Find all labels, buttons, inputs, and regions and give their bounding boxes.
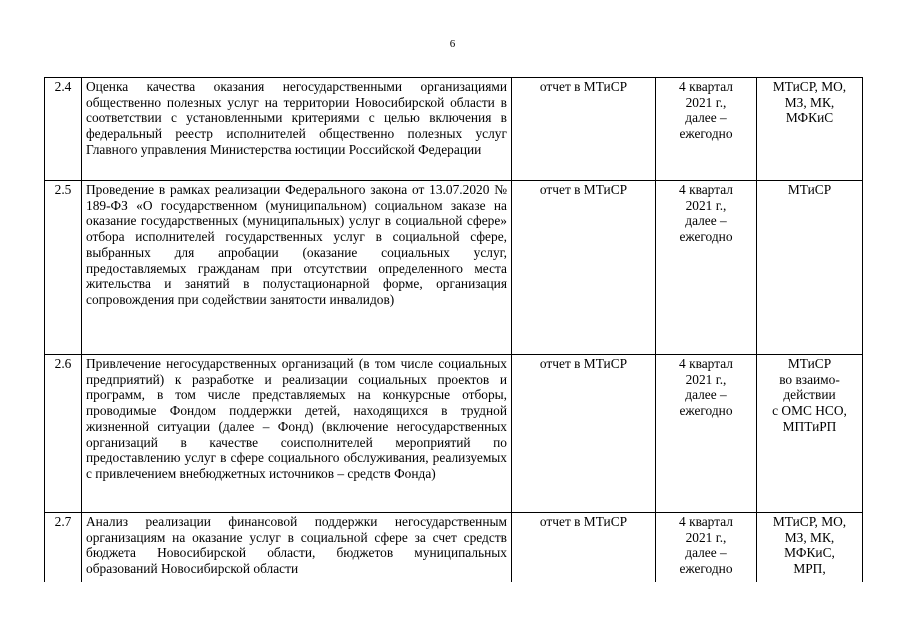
executor-line: МРП,: [793, 561, 826, 577]
row-description: Привлечение негосударственных организаций (в том числе социальных предприятий) к разработке и реализации социальных проектов и программ, в том числе представляемых на конкурсные отборы, проводимые Фондом поддержки детей, находящихся в трудной жизненной ситуации (далее – Фонд) (включение негосударственных организаций в качестве соисполнителей мероприятий по предоставлению услуг в сфере социального обслуживания, реализуемых с привлечением внебюджетных источников – средств Фонда): [82, 355, 512, 513]
row-term: [656, 513, 757, 582]
row-executors: [757, 78, 863, 181]
term-line: 2021 г.,: [685, 197, 727, 213]
row-term: [656, 181, 757, 355]
table-row: [45, 78, 863, 181]
term-line: 4 квартал: [679, 514, 733, 529]
term-line: далее –: [685, 110, 727, 126]
executor-line: МТиСР, МО,: [772, 514, 847, 529]
row-result: отчет в МТиСР: [512, 355, 656, 513]
executor-line: МТиСР: [787, 182, 832, 197]
term-line: далее –: [685, 387, 727, 403]
executor-line: МЗ, МК,: [784, 94, 835, 110]
executor-line: МФКиС: [785, 110, 834, 126]
row-executors: [757, 181, 863, 355]
row-number: 2.5: [45, 181, 82, 355]
table-row: [45, 513, 863, 582]
executor-line: МТиСР, МО,: [772, 79, 847, 94]
term-line: 2021 г.,: [685, 371, 727, 387]
row-term: [656, 355, 757, 513]
executor-line: МПТиРП: [782, 418, 837, 434]
executor-line: МФКиС,: [784, 545, 835, 561]
row-number: 2.4: [45, 78, 82, 181]
row-result: отчет в МТиСР: [512, 513, 656, 582]
executor-line: МЗ, МК,: [784, 529, 835, 545]
term-line: 2021 г.,: [685, 94, 727, 110]
term-line: ежегодно: [679, 403, 733, 419]
term-line: 4 квартал: [679, 79, 733, 94]
row-result: отчет в МТиСР: [512, 181, 656, 355]
term-line: 2021 г.,: [685, 529, 727, 545]
term-line: 4 квартал: [679, 182, 733, 197]
executor-line: МТиСР: [787, 356, 832, 371]
row-number: 2.6: [45, 355, 82, 513]
term-line: 4 квартал: [679, 356, 733, 371]
executor-line: с ОМС НСО,: [772, 403, 847, 419]
row-result: отчет в МТиСР: [512, 78, 656, 181]
term-line: далее –: [685, 545, 727, 561]
executor-line: действии: [783, 387, 836, 403]
row-executors: [757, 513, 863, 582]
row-description: Оценка качества оказания негосударственными организациями общественно полезных услуг на территории Новосибирской области в соответствии с установленными критериями с целью включения в федеральный реестр исполнителей общественно полезных услуг Главного управления Министерства юстиции Российской Федерации: [82, 78, 512, 181]
term-line: ежегодно: [679, 561, 733, 577]
row-description: Проведение в рамках реализации Федерального закона от 13.07.2020 № 189-ФЗ «О государственном (муниципальном) социальном заказе на оказание государственных (муниципальных) услуг в социальной сфере» отбора исполнителей государственных услуг в социальной сфере, выбранных для апробации (оказание социальных услуг, предоставляемых гражданам при отсутствии определенного места жительства и занятий в полустационарной форме, организация сопровождения при содействии занятости инвалидов): [82, 181, 512, 355]
table-row: [45, 355, 863, 513]
term-line: ежегодно: [679, 126, 733, 142]
row-executors: [757, 355, 863, 513]
term-line: ежегодно: [679, 229, 733, 245]
table-row: [45, 181, 863, 355]
activities-table: [44, 77, 863, 582]
page-number: 6: [449, 38, 456, 50]
executor-line: во взаимо-: [779, 371, 840, 387]
term-line: далее –: [685, 213, 727, 229]
row-term: [656, 78, 757, 181]
row-number: 2.7: [45, 513, 82, 582]
row-description: Анализ реализации финансовой поддержки негосударственным организациям на оказание услуг в социальной сфере за счет средств бюджета Новосибирской области, бюджетов муниципальных образований Новосибирской области: [82, 513, 512, 582]
